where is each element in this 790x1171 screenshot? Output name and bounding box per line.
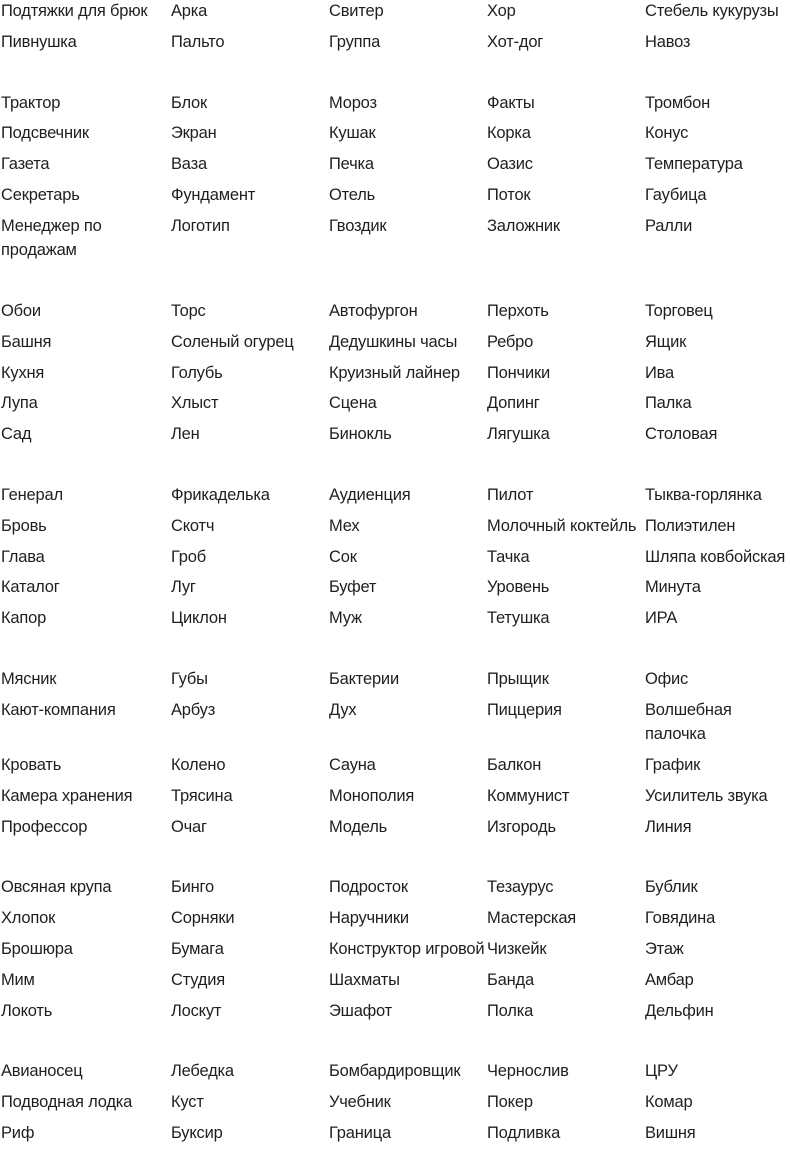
word-cell: Амбар	[645, 970, 694, 989]
word-cell: ЦРУ	[645, 1062, 678, 1081]
word-cell: Подсвечник	[1, 124, 89, 143]
word-cell: Арка	[171, 2, 208, 20]
word-cell: Риф	[1, 1123, 35, 1142]
word-group	[0, 296, 790, 450]
word-cell: Температура	[645, 155, 743, 174]
word-cell: Дедушкины часы	[329, 332, 458, 351]
word-cell: Комар	[645, 1093, 693, 1112]
word-cell: Буксир	[171, 1123, 223, 1142]
word-cell: Гроб	[171, 547, 207, 566]
word-row	[0, 750, 790, 781]
word-row	[0, 211, 790, 266]
word-cell: Круизный лайнер	[329, 363, 460, 382]
word-cell: Тыква-горлянка	[645, 485, 762, 504]
word-cell: Кают-компания	[1, 700, 116, 719]
word-cell: Навоз	[645, 32, 691, 51]
word-cell: Дельфин	[645, 1001, 714, 1020]
word-cell: Оазис	[487, 155, 533, 174]
word-cell: Балкон	[487, 756, 542, 775]
word-row	[0, 118, 790, 149]
word-cell: Мех	[329, 516, 360, 535]
word-row	[0, 296, 790, 327]
word-cell: Молочный коктейль	[487, 516, 637, 535]
word-cell: Бублик	[645, 878, 698, 897]
word-cell: Куст	[171, 1093, 204, 1112]
word-cell: Офис	[645, 669, 689, 688]
word-row	[0, 781, 790, 812]
word-cell: Кухня	[1, 363, 45, 382]
word-cell: Палка	[645, 394, 692, 413]
word-cell: Гвоздик	[329, 216, 387, 235]
word-cell: Усилитель звука	[645, 786, 768, 805]
word-cell: Шляпа ковбойская	[645, 547, 786, 566]
word-row	[0, 327, 790, 358]
word-cell: Секретарь	[1, 185, 80, 204]
word-cell: Сорняки	[171, 909, 235, 928]
word-cell: Бинокль	[329, 425, 392, 444]
word-cell: Пончики	[487, 363, 550, 382]
word-cell: Мастерская	[487, 909, 577, 928]
word-cell: Хлопок	[1, 909, 56, 928]
word-cell: Бомбардировщик	[329, 1062, 461, 1081]
word-cell: Подливка	[487, 1123, 561, 1142]
word-cell: Аудиенция	[329, 485, 411, 504]
word-cell: Факты	[487, 93, 535, 112]
word-row	[0, 388, 790, 419]
word-cell: Покер	[487, 1093, 533, 1112]
word-cell: Полиэтилен	[645, 516, 736, 535]
word-cell: Газета	[1, 155, 50, 174]
word-cell: Пивнушка	[1, 32, 77, 51]
word-cell: Пилот	[487, 485, 534, 504]
word-row	[0, 149, 790, 180]
word-cell: Буфет	[329, 578, 377, 597]
word-cell: Банда	[487, 970, 534, 989]
word-cell: Бинго	[171, 878, 214, 897]
word-row	[0, 1118, 790, 1149]
word-row	[0, 180, 790, 211]
word-cell: Ящик	[645, 332, 687, 351]
word-cell: Гаубица	[645, 185, 707, 204]
word-cell: Губы	[171, 669, 208, 688]
word-cell: Пальто	[171, 32, 225, 51]
word-cell: Коммунист	[487, 786, 570, 805]
word-cell: Профессор	[1, 817, 88, 836]
word-row	[0, 664, 790, 695]
word-cell: Соленый огурец	[171, 332, 294, 351]
word-cell: Арбуз	[171, 700, 216, 719]
word-cell: ИРА	[645, 609, 678, 628]
word-cell: Хор	[487, 2, 516, 20]
word-cell: Линия	[645, 817, 692, 836]
word-cell: Тезаурус	[487, 878, 554, 897]
word-cell: Поток	[487, 185, 531, 204]
word-cell: Конус	[645, 124, 689, 143]
word-row	[0, 872, 790, 903]
word-cell: Хот-дог	[487, 32, 544, 51]
word-cell: Бактерии	[329, 669, 399, 688]
word-cell: Дух	[329, 700, 357, 719]
word-cell: Колено	[171, 756, 226, 775]
word-row	[0, 695, 790, 750]
word-cell: Группа	[329, 32, 381, 51]
word-cell: Эшафот	[329, 1001, 393, 1020]
word-cell: Сад	[1, 425, 32, 444]
word-cell: Каталог	[1, 578, 60, 597]
word-cell: Лоскут	[171, 1001, 222, 1020]
word-group	[0, 480, 790, 634]
word-cell: Ребро	[487, 332, 534, 351]
word-cell: Минута	[645, 578, 701, 597]
word-cell: Тетушка	[487, 609, 550, 628]
word-cell: Лупа	[1, 394, 38, 413]
word-cell: Очаг	[171, 817, 207, 836]
word-cell: Кровать	[1, 756, 62, 775]
word-group	[0, 664, 790, 843]
word-cell: Логотип	[171, 216, 230, 235]
word-row	[0, 419, 790, 450]
word-cell: Тромбон	[645, 93, 711, 112]
word-cell: Капор	[1, 609, 47, 628]
word-row	[0, 572, 790, 603]
word-cell: Лен	[171, 425, 200, 444]
word-cell: Изгородь	[487, 817, 556, 836]
word-cell: Вишня	[645, 1123, 696, 1142]
word-cell: Бумага	[171, 939, 224, 958]
word-cell: Перхоть	[487, 302, 549, 321]
word-cell: Торс	[171, 302, 206, 321]
word-cell: Говядина	[645, 909, 716, 928]
word-row	[0, 1087, 790, 1118]
word-cell: Кушак	[329, 124, 376, 143]
word-cell: Сауна	[329, 756, 376, 775]
word-cell: Глава	[1, 547, 45, 566]
word-cell: Стебель кукурузы	[645, 2, 779, 20]
word-group	[0, 1056, 790, 1148]
word-cell: Ваза	[171, 155, 207, 174]
word-cell: Мим	[1, 970, 35, 989]
word-cell: Шахматы	[329, 970, 400, 989]
word-cell: Подтяжки для брюк	[1, 2, 148, 20]
word-row	[0, 812, 790, 843]
word-cell: Заложник	[487, 216, 560, 235]
word-cell: Сок	[329, 547, 357, 566]
word-cell: Хлыст	[171, 394, 219, 413]
word-cell: Свитер	[329, 2, 384, 20]
word-cell: Брошюра	[1, 939, 73, 958]
word-cell: Циклон	[171, 609, 227, 628]
word-row	[0, 1056, 790, 1087]
word-cell: Печка	[329, 155, 374, 174]
word-cell: Фрикаделька	[171, 485, 270, 504]
word-cell: Башня	[1, 332, 52, 351]
word-cell: Муж	[329, 609, 362, 628]
word-cell: Овсяная крупа	[1, 878, 112, 897]
word-cell: Прыщик	[487, 669, 549, 688]
word-cell: Менеджер по продажам	[1, 216, 102, 260]
word-cell: Чизкейк	[487, 939, 547, 958]
word-group	[0, 872, 790, 1026]
word-row	[0, 358, 790, 389]
word-cell: Лягушка	[487, 425, 550, 444]
word-group	[0, 0, 790, 58]
word-cell: Авианосец	[1, 1062, 83, 1081]
word-cell: Локоть	[1, 1001, 53, 1020]
word-cell: Экран	[171, 124, 217, 143]
word-cell: Мороз	[329, 93, 377, 112]
word-cell: Автофургон	[329, 302, 418, 321]
word-cell: Сцена	[329, 394, 377, 413]
word-cell: Учебник	[329, 1093, 391, 1112]
word-cell: Этаж	[645, 939, 684, 958]
word-row	[0, 88, 790, 119]
word-cell: Модель	[329, 817, 388, 836]
word-row	[0, 27, 790, 58]
word-row	[0, 965, 790, 996]
word-cell: Тачка	[487, 547, 530, 566]
word-cell: Чернослив	[487, 1062, 569, 1081]
word-cell: Лебедка	[171, 1062, 234, 1081]
word-row	[0, 996, 790, 1027]
word-cell: Луг	[171, 578, 196, 597]
word-cell: Столовая	[645, 425, 718, 444]
word-cell: Камера хранения	[1, 786, 133, 805]
word-cell: Скотч	[171, 516, 215, 535]
word-cell: Обои	[1, 302, 41, 321]
word-row	[0, 480, 790, 511]
word-row	[0, 511, 790, 542]
word-cell: Фундамент	[171, 185, 256, 204]
word-cell: Трясина	[171, 786, 233, 805]
word-cell: Пиццерия	[487, 700, 562, 719]
word-cell: Уровень	[487, 578, 550, 597]
word-group	[0, 88, 790, 267]
word-cell: Голубь	[171, 363, 223, 382]
word-cell: Граница	[329, 1123, 391, 1142]
word-cell: Подросток	[329, 878, 408, 897]
word-cell: Монополия	[329, 786, 415, 805]
word-row	[0, 934, 790, 965]
word-cell: Мясник	[1, 669, 57, 688]
word-cell: Наручники	[329, 909, 409, 928]
word-row	[0, 603, 790, 634]
word-cell: Торговец	[645, 302, 713, 321]
word-cell: Блок	[171, 93, 208, 112]
word-cell: Ралли	[645, 216, 693, 235]
word-cell: Полка	[487, 1001, 534, 1020]
word-cell: Генерал	[1, 485, 63, 504]
word-cell: График	[645, 756, 701, 775]
word-cell: Корка	[487, 124, 531, 143]
word-cell: Бровь	[1, 516, 47, 535]
word-cell: Ива	[645, 363, 675, 382]
word-row	[0, 0, 790, 27]
word-cell: Студия	[171, 970, 225, 989]
word-cell: Подводная лодка	[1, 1093, 133, 1112]
word-row	[0, 903, 790, 934]
word-row	[0, 542, 790, 573]
word-cell: Трактор	[1, 93, 61, 112]
word-cell: Волшебная палочка	[645, 700, 732, 744]
word-cell: Допинг	[487, 394, 540, 413]
word-cell: Отель	[329, 185, 376, 204]
word-cell: Конструктор игровой	[329, 939, 485, 958]
